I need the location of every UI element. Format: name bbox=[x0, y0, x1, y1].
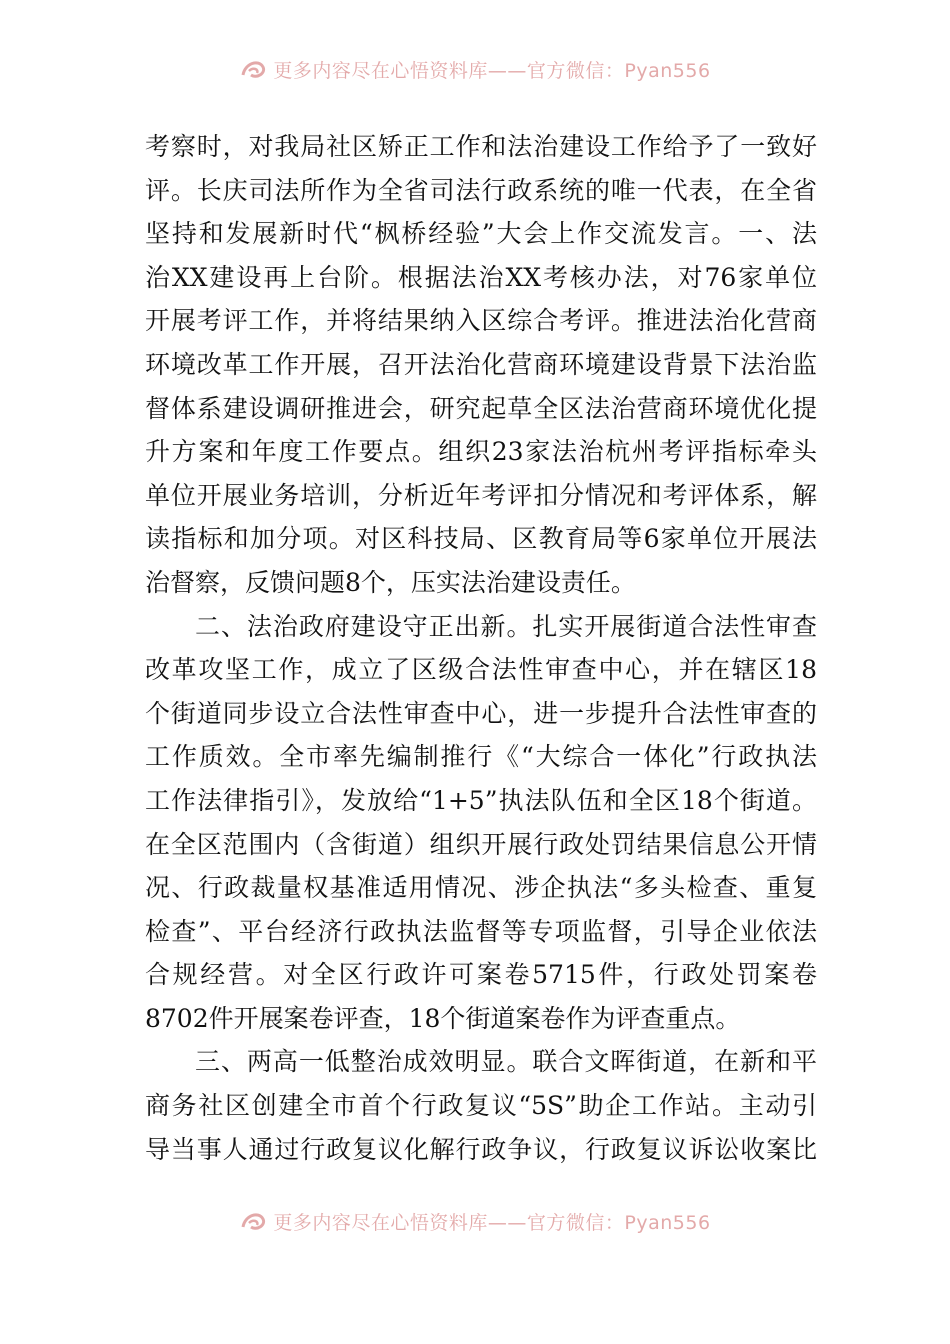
text-line: 治XX建设再上台阶。根据法治XX考核办法，对76家单位 bbox=[145, 262, 817, 292]
paragraph-start-line: 二、法治政府建设守正出新。扎实开展街道合法性审查 bbox=[195, 611, 817, 641]
text-line: 环境改革工作开展，召开法治化营商环境建设背景下法治监 bbox=[145, 349, 817, 379]
body-text bbox=[145, 125, 817, 1171]
swirl-logo-icon bbox=[239, 57, 269, 83]
text-line: 考察时，对我局社区矫正工作和法治建设工作给予了一致好 bbox=[145, 132, 817, 161]
text-line: 合规经营。对全区行政许可案卷5715件，行政处罚案卷 bbox=[145, 960, 817, 990]
text-line: 个街道同步设立合法性审查中心，进一步提升合法性审查的 bbox=[145, 698, 817, 728]
footer-watermark bbox=[0, 1208, 950, 1235]
swirl-logo-icon bbox=[239, 1209, 269, 1235]
text-line: 治督察，反馈问题8个，压实法治建设责任。 bbox=[145, 567, 636, 597]
text-line: 读指标和加分项。对区科技局、区教育局等6家单位开展法 bbox=[145, 524, 817, 554]
text-line: 8702件开展案卷评查，18个街道案卷作为评查重点。 bbox=[145, 1003, 741, 1033]
text-line: 导当事人通过行政复议化解行政争议，行政复议诉讼收案比 bbox=[145, 1134, 817, 1164]
text-line: 工作质效。全市率先编制推行《“大综合一体化”行政执法 bbox=[145, 742, 817, 772]
text-line: 开展考评工作，并将结果纳入区综合考评。推进法治化营商 bbox=[145, 306, 817, 336]
text-line: 单位开展业务培训，分析近年考评扣分情况和考评体系，解 bbox=[145, 480, 817, 510]
text-line: 督体系建设调研推进会，研究起草全区法治营商环境优化提 bbox=[145, 393, 817, 423]
text-line: 工作法律指引》，发放给“1+5”执法队伍和全区18个街道。 bbox=[145, 785, 817, 815]
text-line: 改革攻坚工作，成立了区级合法性审查中心，并在辖区18 bbox=[145, 655, 817, 685]
text-line: 商务社区创建全市首个行政复议“5S”助企工作站。主动引 bbox=[145, 1091, 817, 1121]
text-line: 坚持和发展新时代“枫桥经验”大会上作交流发言。一、法 bbox=[145, 219, 817, 249]
text-line: 况、行政裁量权基准适用情况、涉企执法“多头检查、重复 bbox=[145, 873, 817, 903]
text-line: 评。长庆司法所作为全省司法行政系统的唯一代表，在全省 bbox=[145, 175, 817, 205]
paragraph-start-line: 三、两高一低整治成效明显。联合文晖街道，在新和平 bbox=[195, 1047, 817, 1077]
text-line: 升方案和年度工作要点。组织23家法治杭州考评指标牵头 bbox=[145, 437, 817, 467]
header-watermark bbox=[0, 56, 950, 83]
footer-watermark-text: 更多内容尽在心悟资料库——官方微信：Pyan556 bbox=[273, 1212, 711, 1234]
text-line: 在全区范围内（含街道）组织开展行政处罚结果信息公开情 bbox=[145, 829, 817, 859]
text-line: 检查”、平台经济行政执法监督等专项监督，引导企业依法 bbox=[145, 916, 817, 946]
header-watermark-text: 更多内容尽在心悟资料库——官方微信：Pyan556 bbox=[273, 60, 711, 82]
